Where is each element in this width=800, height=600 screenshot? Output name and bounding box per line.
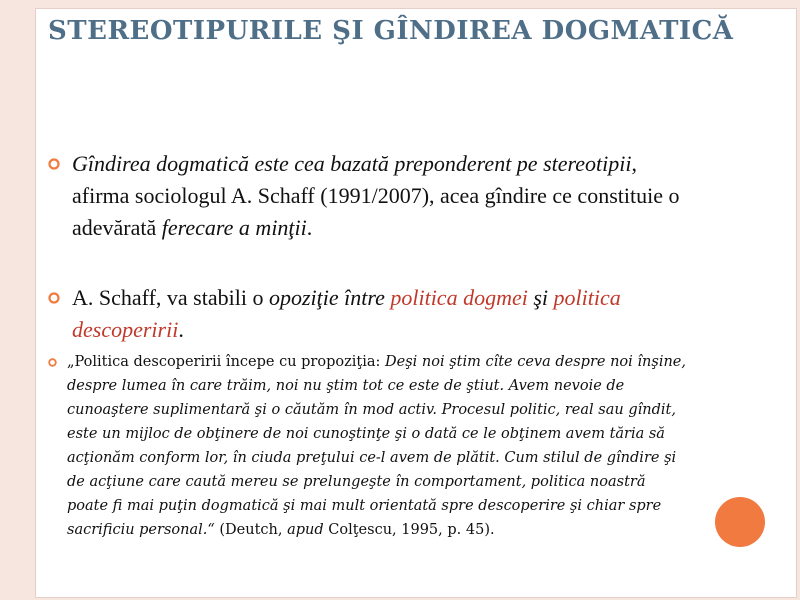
bullet-1-part-2: , afirma sociologul A. Schaff (1991/2007), acea gîndire ce constituie o adevărată (72, 151, 680, 240)
bullet-1-part-1: Gîndirea dogmatică este cea bazată preponderent pe stereotipii (72, 151, 632, 176)
bullet-3-part-2: Deşi noi ştim cîte ceva despre noi înşine, despre lumea în care trăim, noi nu ştim tot ce este de ştiut. Avem nevoie de cunoaştere suplimentară şi o căutăm în mod activ. Procesul politic, real sau gîndit, este un mijloc de obţinere de noi cunoştinţe şi o dată ce le obţinem avem tăria să acţionăm conform lor, în ciuda preţului ce-l avem de plătit. Cum stilul de gîndire şi de acţiune care caută mereu se prelungeşte în comportament, politica noastră poate fi mai puţin dogmatică şi mai mult orientată spre descoperire şi chiar spre sacrificiu personal.“ (67, 354, 686, 538)
bullet-item-1 (48, 148, 688, 244)
bullet-1-part-4: . (306, 215, 313, 240)
bullet-2-part-5: politica descoperirii (72, 285, 621, 342)
bullet-2-part-4: şi (527, 285, 554, 310)
bullet-2-part-2: opoziţie între (268, 285, 391, 310)
bullet-2-part-1: A. Schaff, va stabili o (72, 285, 269, 310)
bullet-3-part-4: apud (287, 522, 324, 538)
bullet-3-text (67, 350, 688, 542)
bullet-ring-icon (48, 292, 60, 304)
bullet-item-3 (48, 350, 688, 542)
bullet-2-text (72, 282, 688, 346)
bullet-1-part-3: ferecare a minţii (161, 215, 307, 240)
bullet-3-part-5: Colţescu, 1995, p. 45). (323, 522, 495, 538)
decorative-orange-circle (715, 497, 765, 547)
bullet-1-text (72, 148, 688, 244)
bullet-3-part-3: (Deutch, (214, 522, 288, 538)
bullet-3-part-1: „Politica descoperirii începe cu propoziţia: (67, 354, 385, 370)
slide-title: STEREOTIPURILE ŞI GÎNDIREA DOGMATICĂ (48, 16, 734, 46)
bullet-ring-icon (48, 158, 60, 170)
bullet-ring-icon (48, 358, 57, 367)
bullet-2-part-3: politica dogmei (390, 285, 528, 310)
bullet-2-part-6: . (178, 317, 184, 342)
bullet-item-2 (48, 282, 688, 346)
